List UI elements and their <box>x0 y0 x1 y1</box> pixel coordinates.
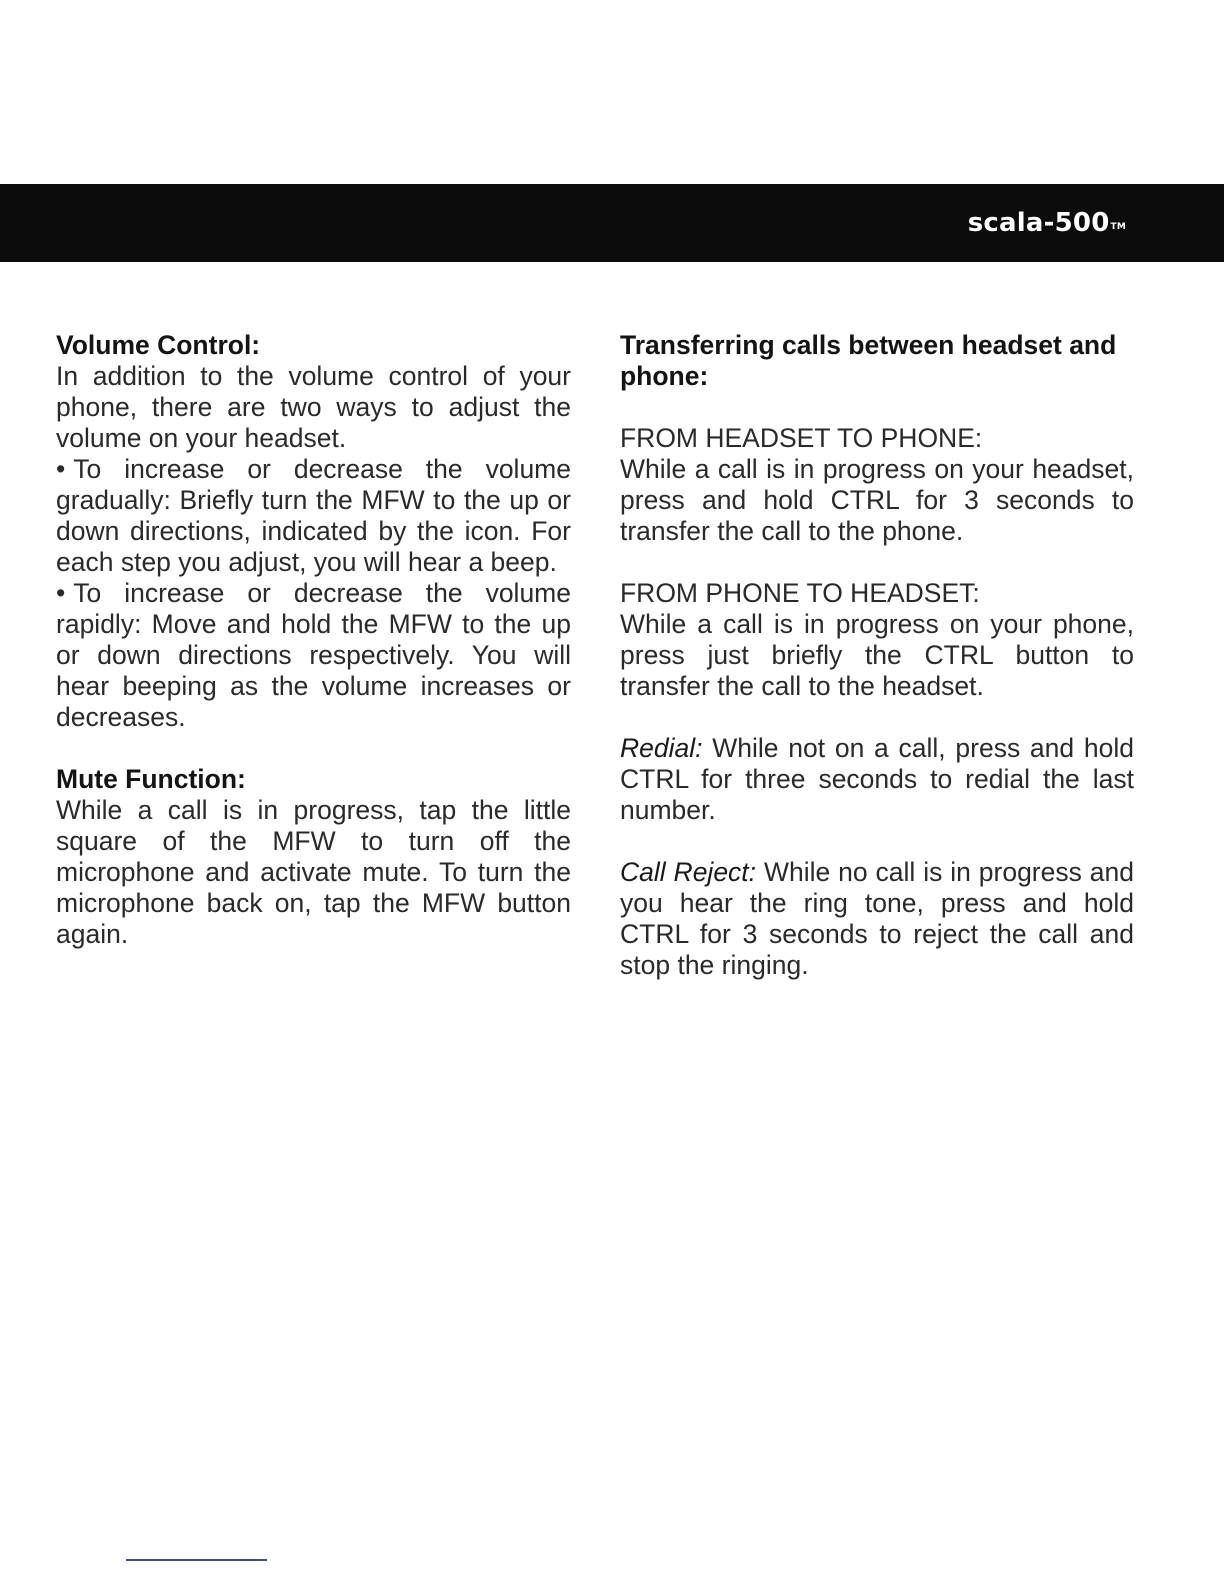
right-column <box>620 330 1134 981</box>
mute-function-heading: Mute Function: <box>56 764 246 794</box>
spacer <box>620 702 1134 733</box>
bullet-icon: • <box>56 454 66 484</box>
volume-bullet-gradual-text: To increase or decrease the volume gradually: Briefly turn the MFW to the up or down directions, indicated by the icon. For each step you adjust, you will hear a beep. <box>56 454 571 577</box>
volume-bullet-rapid <box>56 578 571 733</box>
redial-body: While not on a call, press and hold CTRL for three seconds to redial the last number. <box>620 733 1134 825</box>
header-bar <box>0 184 1224 262</box>
spacer <box>620 826 1134 857</box>
transfer-heading: Transferring calls between headset and phone: <box>620 330 1117 391</box>
volume-bullet-gradual <box>56 454 571 578</box>
mute-function-section <box>56 764 571 950</box>
call-reject-body: While no call is in progress and you hear the ring tone, press and hold CTRL for 3 seconds to reject the call and stop the ringing. <box>620 857 1134 980</box>
brand-title <box>968 208 1126 238</box>
volume-intro: In addition to the volume control of your phone, there are two ways to adjust the volume on your headset. <box>56 361 571 453</box>
footer-divider <box>126 1559 267 1561</box>
brand-name: scala-500 <box>967 208 1110 238</box>
trademark-mark: TM <box>1110 222 1126 232</box>
left-column <box>56 330 571 950</box>
call-reject-paragraph <box>620 857 1134 981</box>
spacer <box>620 547 1134 578</box>
volume-control-heading: Volume Control: <box>56 330 261 360</box>
redial-paragraph <box>620 733 1134 826</box>
headset-to-phone-body: While a call is in progress on your headset, press and hold CTRL for 3 seconds to transfer the call to the phone. <box>620 454 1134 546</box>
mute-function-body: While a call is in progress, tap the little square of the MFW to turn off the microphone and activate mute. To turn the microphone back on, tap the MFW button again. <box>56 795 571 949</box>
headset-to-phone-title: FROM HEADSET TO PHONE: <box>620 423 983 453</box>
redial-label: Redial: <box>620 733 703 763</box>
phone-to-headset-title: FROM PHONE TO HEADSET: <box>620 578 980 608</box>
volume-control-section <box>56 330 571 733</box>
phone-to-headset-body: While a call is in progress on your phone, press just briefly the CTRL button to transfer the call to the headset. <box>620 609 1134 701</box>
spacer <box>620 392 1134 423</box>
call-reject-label: Call Reject: <box>620 857 757 887</box>
bullet-icon: • <box>56 578 66 608</box>
spacer <box>56 733 571 764</box>
transfer-section <box>620 330 1134 702</box>
volume-bullet-rapid-text: To increase or decrease the volume rapidly: Move and hold the MFW to the up or down directions respectively. You will hear beeping as the volume increases or decreases. <box>56 578 571 732</box>
